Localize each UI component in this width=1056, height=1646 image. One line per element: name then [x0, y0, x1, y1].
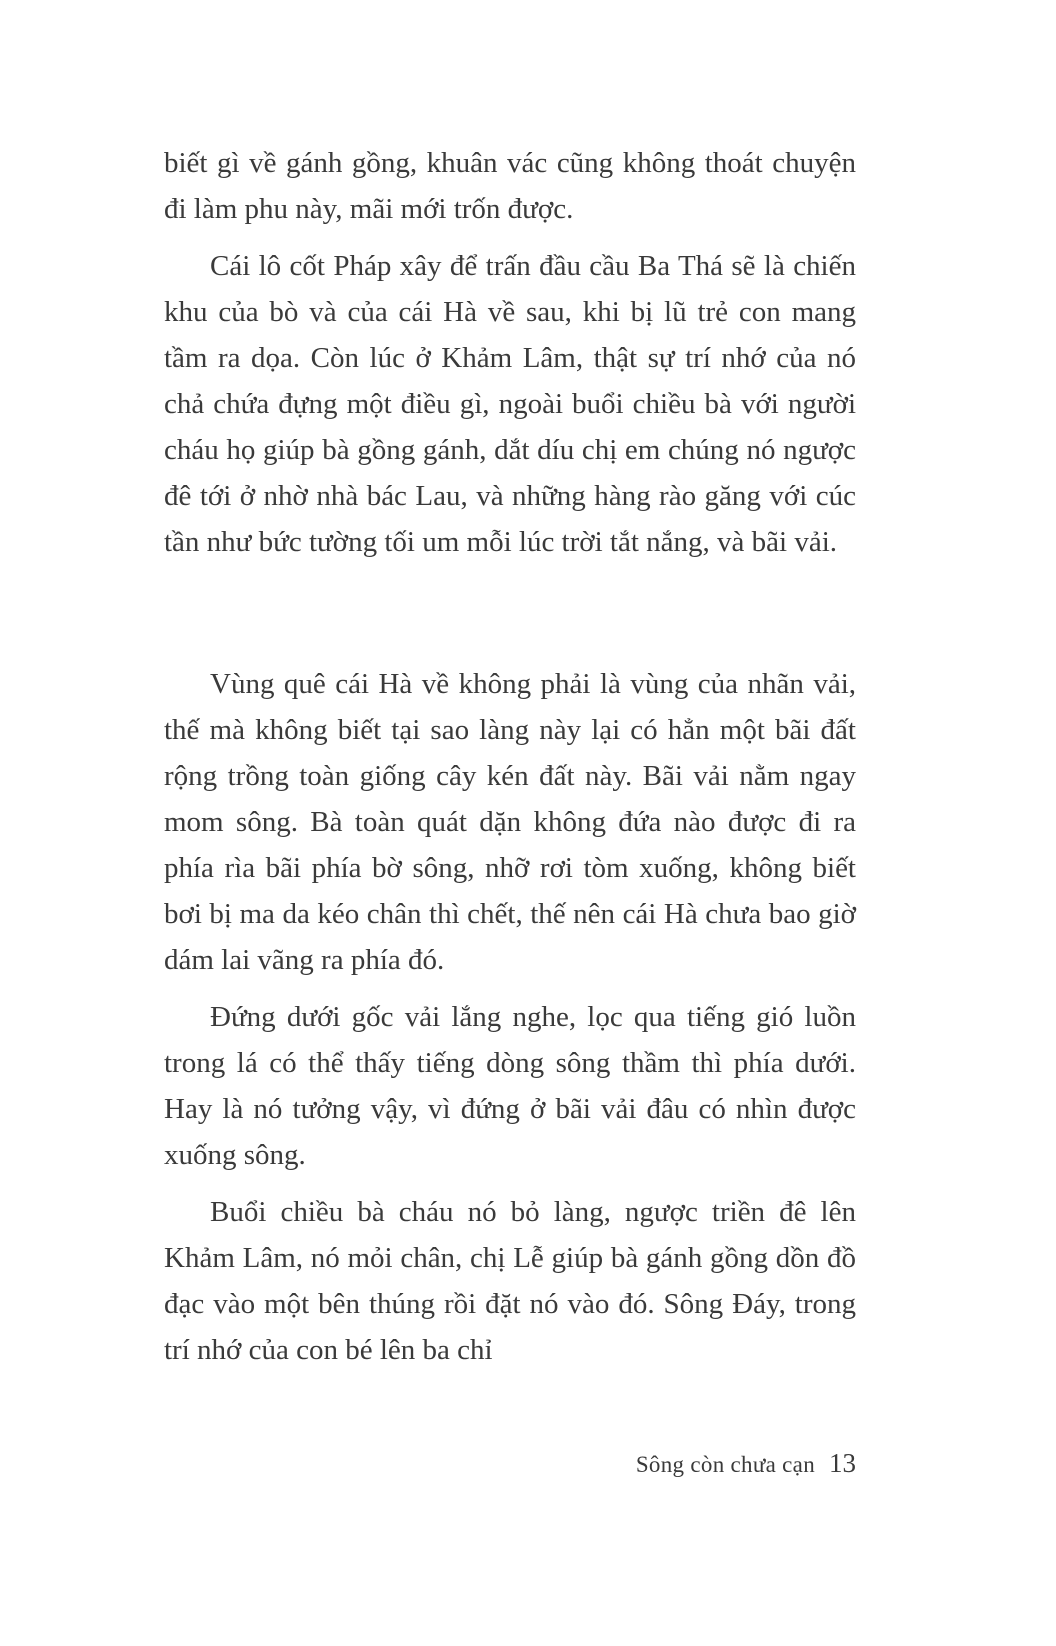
paragraph: Buổi chiều bà cháu nó bỏ làng, ngược triền đê lên Khảm Lâm, nó mỏi chân, chị Lễ giúp bà gánh gồng dồn đồ đạc vào một bên thúng rồi đặt nó vào đó. Sông Đáy, trong trí nhớ của con bé lên ba chỉ	[164, 1196, 856, 1366]
page-footer	[164, 1448, 856, 1479]
text-block	[164, 140, 856, 1384]
footer-page-number: 13	[829, 1448, 856, 1478]
paragraph-section-start: Vùng quê cái Hà về không phải là vùng của nhãn vải, thế mà không biết tại sao làng này lại có hẳn một bãi đất rộng trồng toàn giống cây kén đất này. Bãi vải nằm ngay mom sông. Bà toàn quát dặn không đứa nào được đi ra phía rìa bãi phía bờ sông, nhỡ rơi tòm xuống, không biết bơi bị ma da kéo chân thì chết, thế nên cái Hà chưa bao giờ dám lai vãng ra phía đó.	[164, 668, 856, 976]
paragraph: Đứng dưới gốc vải lắng nghe, lọc qua tiếng gió luồn trong lá có thể thấy tiếng dòng sông thầm thì phía dưới. Hay là nó tưởng vậy, vì đứng ở bãi vải đâu có nhìn được xuống sông.	[164, 1001, 856, 1171]
paragraph-continuation: biết gì về gánh gồng, khuân vác cũng không thoát chuyện đi làm phu này, mãi mới trốn được.	[164, 147, 856, 225]
footer-book-title: Sông còn chưa cạn	[635, 1452, 815, 1477]
paragraph: Cái lô cốt Pháp xây để trấn đầu cầu Ba Thá sẽ là chiến khu của bò và của cái Hà về sau, khi bị lũ trẻ con mang tầm ra dọa. Còn lúc ở Khảm Lâm, thật sự trí nhớ của nó chả chứa đựng một điều gì, ngoài buổi chiều bà với người cháu họ giúp bà gồng gánh, dắt díu chị em chúng nó ngược đê tới ở nhờ nhà bác Lau, và những hàng rào găng với cúc tần như bức tường tối um mỗi lúc trời tắt nắng, và bãi vải.	[164, 250, 856, 558]
